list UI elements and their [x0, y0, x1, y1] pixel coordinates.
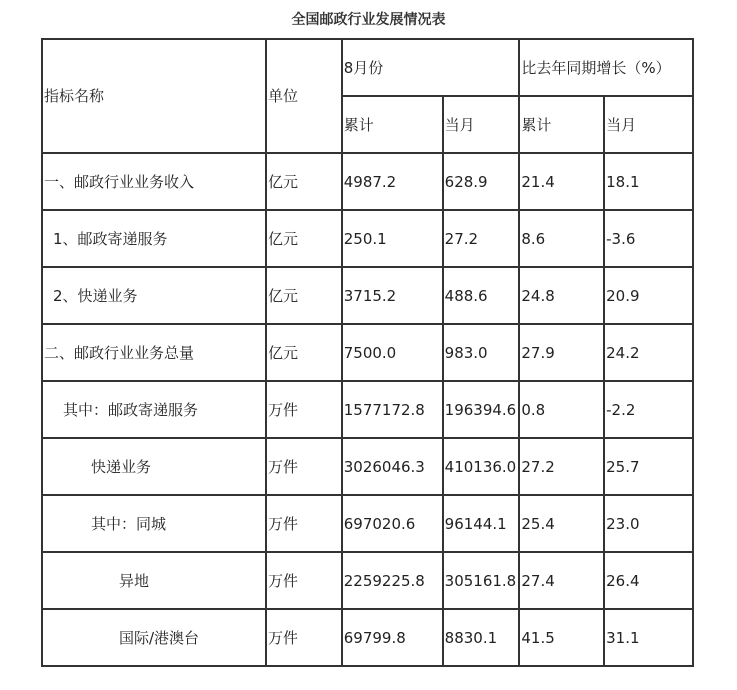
table-row	[42, 381, 693, 438]
row-growth-current-month: -2.2	[604, 381, 693, 438]
row-unit: 万件	[266, 609, 342, 666]
row-name: 一、邮政行业业务收入	[42, 153, 266, 210]
row-growth-current-month: 18.1	[604, 153, 693, 210]
header-cumulative: 累计	[342, 96, 443, 153]
row-cumulative: 7500.0	[342, 324, 443, 381]
row-cumulative: 4987.2	[342, 153, 443, 210]
table-row	[42, 153, 693, 210]
header-row-top	[42, 39, 693, 96]
row-current-month: 410136.0	[443, 438, 520, 495]
stats-table	[41, 38, 694, 667]
row-growth-current-month: 20.9	[604, 267, 693, 324]
row-current-month: 628.9	[443, 153, 520, 210]
row-unit: 亿元	[266, 267, 342, 324]
row-growth-cumulative: 41.5	[519, 609, 604, 666]
row-cumulative: 3026046.3	[342, 438, 443, 495]
row-growth-current-month: 24.2	[604, 324, 693, 381]
row-growth-cumulative: 8.6	[519, 210, 604, 267]
row-unit: 万件	[266, 438, 342, 495]
row-current-month: 27.2	[443, 210, 520, 267]
row-cumulative: 2259225.8	[342, 552, 443, 609]
row-current-month: 983.0	[443, 324, 520, 381]
row-name: 2、快递业务	[42, 267, 266, 324]
row-growth-cumulative: 0.8	[519, 381, 604, 438]
table-row	[42, 324, 693, 381]
row-name: 其中：邮政寄递服务	[42, 381, 266, 438]
row-cumulative: 250.1	[342, 210, 443, 267]
header-current-month: 当月	[443, 96, 520, 153]
row-unit: 万件	[266, 552, 342, 609]
row-growth-current-month: 26.4	[604, 552, 693, 609]
row-growth-current-month: 23.0	[604, 495, 693, 552]
row-unit: 亿元	[266, 210, 342, 267]
row-unit: 万件	[266, 495, 342, 552]
table-row	[42, 438, 693, 495]
row-cumulative: 3715.2	[342, 267, 443, 324]
table-row	[42, 495, 693, 552]
row-unit: 亿元	[266, 153, 342, 210]
row-name: 异地	[42, 552, 266, 609]
row-current-month: 8830.1	[443, 609, 520, 666]
table-row	[42, 552, 693, 609]
row-name: 其中：同城	[42, 495, 266, 552]
row-name: 快递业务	[42, 438, 266, 495]
row-growth-current-month: -3.6	[604, 210, 693, 267]
row-name: 二、邮政行业业务总量	[42, 324, 266, 381]
row-cumulative: 697020.6	[342, 495, 443, 552]
row-growth-cumulative: 24.8	[519, 267, 604, 324]
row-growth-cumulative: 21.4	[519, 153, 604, 210]
row-cumulative: 1577172.8	[342, 381, 443, 438]
header-unit: 单位	[266, 39, 342, 153]
row-growth-current-month: 25.7	[604, 438, 693, 495]
header-indicator: 指标名称	[42, 39, 266, 153]
row-unit: 亿元	[266, 324, 342, 381]
row-unit: 万件	[266, 381, 342, 438]
row-growth-cumulative: 27.4	[519, 552, 604, 609]
header-growth-current-month: 当月	[604, 96, 693, 153]
header-growth-group: 比去年同期增长（%）	[519, 39, 693, 96]
table-row	[42, 210, 693, 267]
row-name: 国际/港澳台	[42, 609, 266, 666]
row-current-month: 305161.8	[443, 552, 520, 609]
row-current-month: 488.6	[443, 267, 520, 324]
row-growth-cumulative: 27.2	[519, 438, 604, 495]
table-title: 全国邮政行业发展情况表	[291, 12, 446, 28]
row-name: 1、邮政寄递服务	[42, 210, 266, 267]
row-current-month: 196394.6	[443, 381, 520, 438]
row-growth-cumulative: 27.9	[519, 324, 604, 381]
header-growth-cumulative: 累计	[519, 96, 604, 153]
row-current-month: 96144.1	[443, 495, 520, 552]
row-growth-cumulative: 25.4	[519, 495, 604, 552]
table-row	[42, 267, 693, 324]
header-month-group: 8月份	[342, 39, 520, 96]
row-cumulative: 69799.8	[342, 609, 443, 666]
row-growth-current-month: 31.1	[604, 609, 693, 666]
table-row	[42, 609, 693, 666]
